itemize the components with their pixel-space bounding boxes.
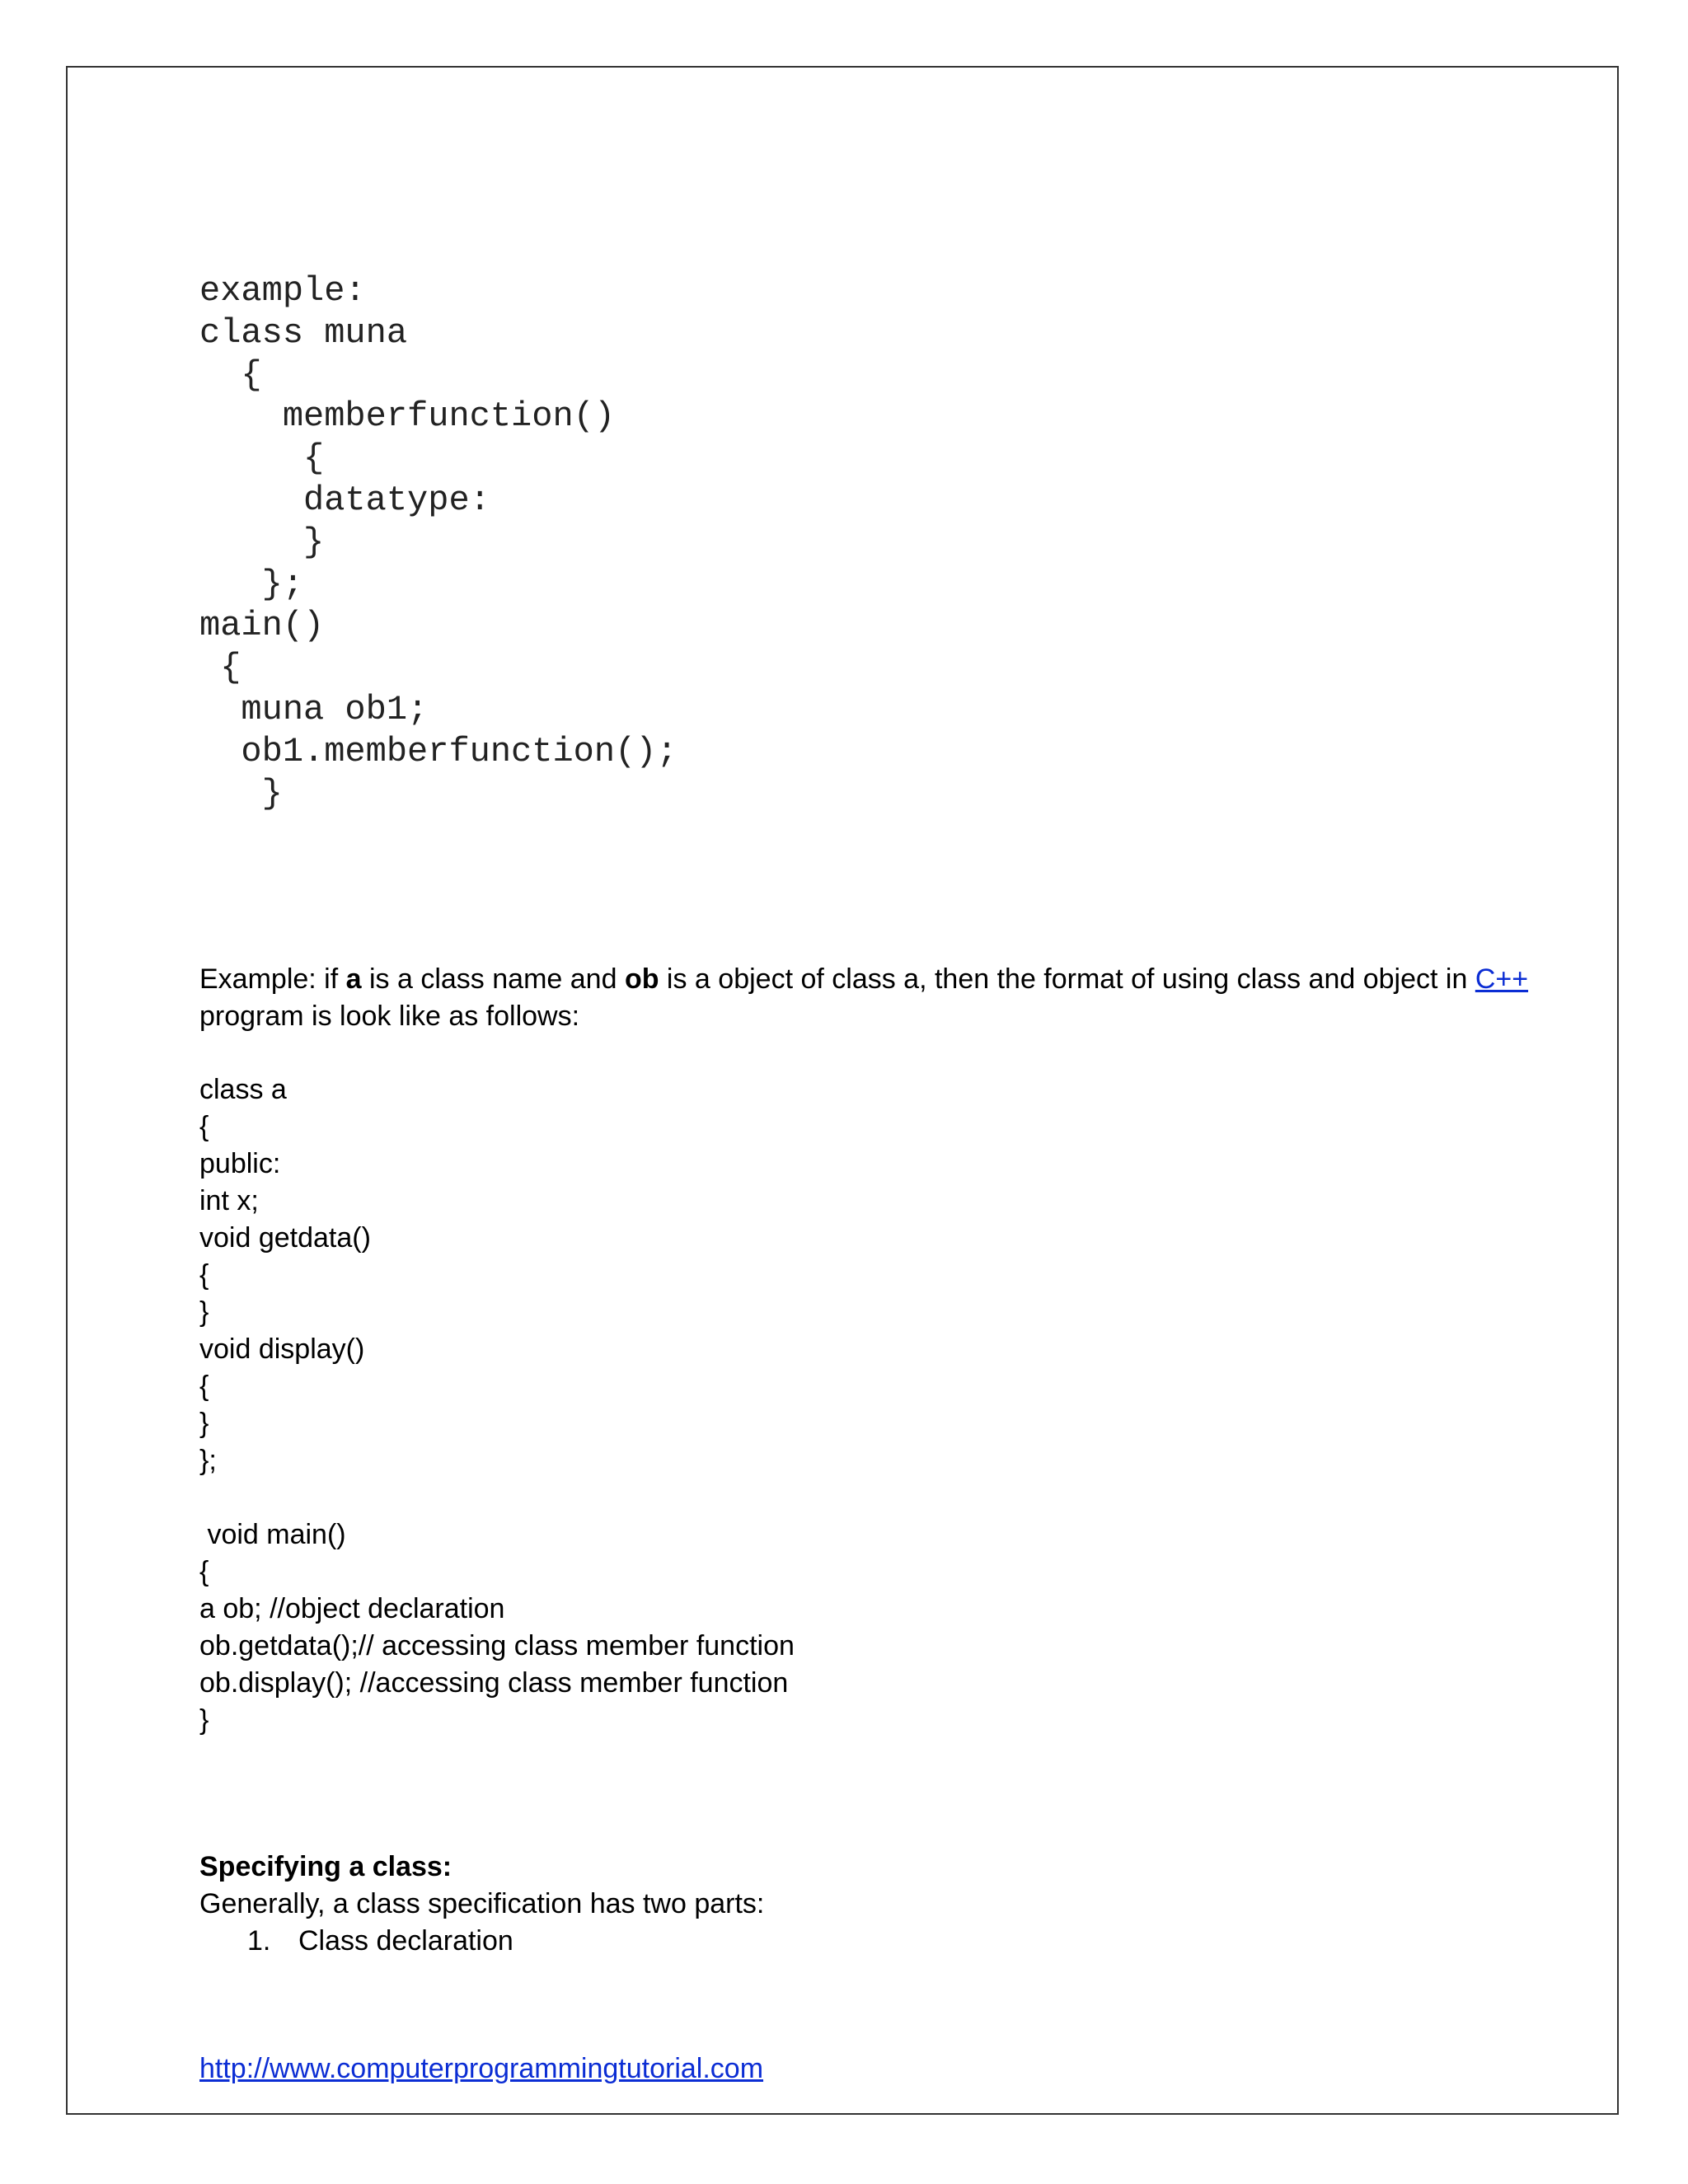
code-line: datatype: xyxy=(199,480,490,520)
code-line: class a xyxy=(199,1074,287,1105)
cpp-link[interactable]: C++ xyxy=(1475,963,1529,995)
code-example-class-a xyxy=(199,1071,795,1739)
code-line-blank xyxy=(199,1479,795,1516)
code-line: { xyxy=(199,1259,209,1291)
intro-paragraph xyxy=(199,961,1535,1035)
code-line: } xyxy=(199,1704,209,1736)
numbered-list xyxy=(247,1923,513,1960)
code-example-muna xyxy=(199,270,678,814)
intro-text: program is look like as follows: xyxy=(199,1001,580,1032)
list-item-number: 1. xyxy=(247,1925,271,1957)
footer-link[interactable]: http://www.computerprogrammingtutorial.com xyxy=(199,2053,764,2084)
code-line: } xyxy=(199,773,283,813)
code-line: } xyxy=(199,1296,209,1328)
code-line: memberfunction() xyxy=(199,396,616,437)
intro-text: Example: if xyxy=(199,963,346,995)
code-line: ob.getdata();// accessing class member function xyxy=(199,1630,795,1661)
code-line: { xyxy=(199,1111,209,1142)
code-line: { xyxy=(199,1556,209,1587)
code-line: void getdata() xyxy=(199,1222,371,1254)
list-item-text: Class declaration xyxy=(298,1925,513,1957)
code-line: }; xyxy=(199,564,304,604)
code-line: muna ob1; xyxy=(199,689,429,729)
code-line: { xyxy=(199,648,241,688)
section-heading: Specifying a class: xyxy=(199,1851,452,1882)
code-line: } xyxy=(199,1408,209,1439)
intro-text: is a class name and xyxy=(361,963,625,995)
code-line: { xyxy=(199,1371,209,1402)
intro-text: is a object of class a, then the format of using class and object in xyxy=(659,963,1475,995)
code-line: void main() xyxy=(199,1519,346,1550)
code-line: a ob; //object declaration xyxy=(199,1593,505,1624)
footer xyxy=(199,2050,763,2088)
code-line: { xyxy=(199,438,325,479)
code-line: { xyxy=(199,354,262,395)
intro-bold-object: ob xyxy=(624,963,659,995)
list-item xyxy=(247,1923,513,1960)
section-text: Generally, a class specification has two parts: xyxy=(199,1888,765,1919)
code-line: ob1.memberfunction(); xyxy=(199,731,678,771)
code-line: class muna xyxy=(199,312,408,353)
code-line: } xyxy=(199,522,325,562)
code-line: ob.display(); //accessing class member function xyxy=(199,1667,789,1699)
intro-bold-class: a xyxy=(345,963,362,995)
code-line: int x; xyxy=(199,1185,259,1216)
code-line: }; xyxy=(199,1445,217,1476)
code-line: example: xyxy=(199,271,366,311)
code-line: main() xyxy=(199,606,325,646)
code-line: public: xyxy=(199,1148,281,1179)
code-line: void display() xyxy=(199,1333,365,1365)
